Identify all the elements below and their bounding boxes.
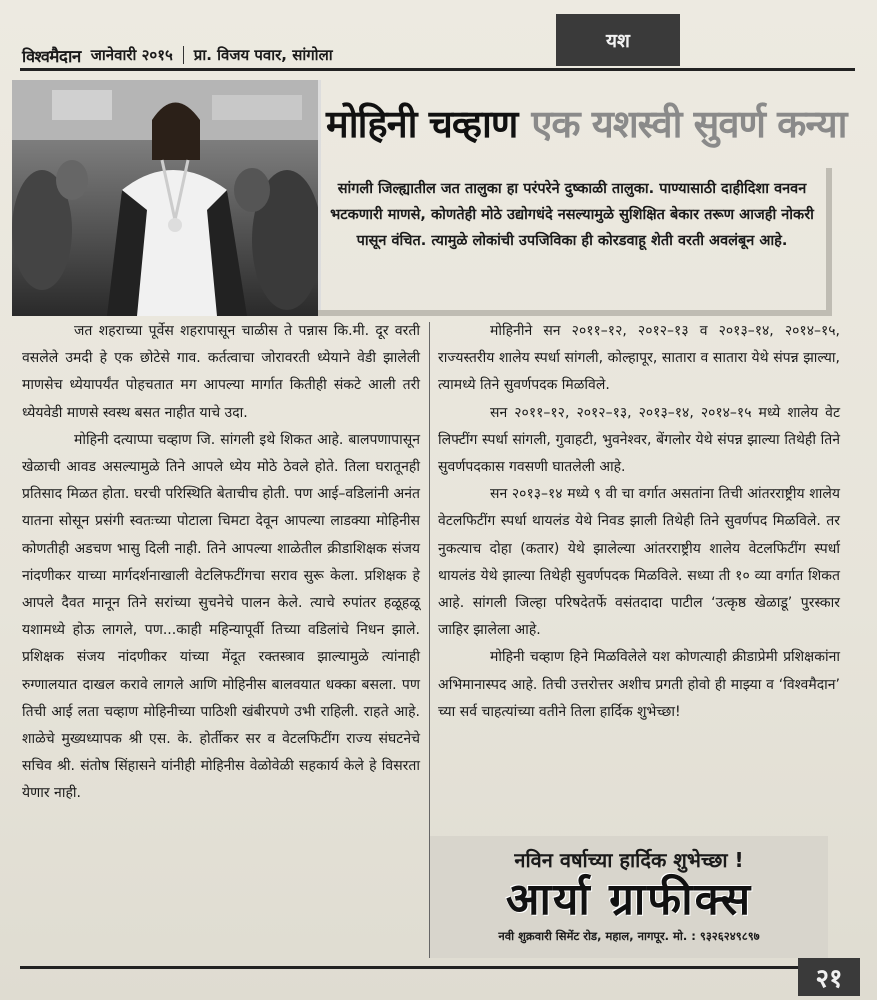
masthead-divider	[183, 46, 184, 64]
masthead	[22, 44, 560, 66]
intro-box	[318, 168, 832, 316]
section-label: यश	[606, 30, 630, 52]
title-tagline: एक यशस्वी सुवर्ण कन्या	[531, 102, 847, 146]
section-tab	[556, 14, 680, 66]
paragraph: मोहिनी चव्हाण हिने मिळविलेले यश कोणत्याही क्रीडाप्रेमी प्रशिक्षकांना अभिमानास्पद आहे. तिची उत्तरोत्तर अशीच प्रगती होवो ही माझ्या व ‘विश्वमैदान’ च्या सर्व चाहत्यांच्या वतीने तिला हार्दिक शुभेच्छा!	[438, 649, 840, 720]
ad-greeting: नविन वर्षाच्या हार्दिक शुभेच्छा !	[514, 848, 744, 872]
left-column	[22, 318, 420, 808]
paragraph: जत शहराच्या पूर्वेस शहरापासून चाळीस ते पन्नास कि.मी. दूर वरती वसलेले उमदी हे एक छोटेसे गाव. कर्तत्वाचा जोरावरती ध्येयाने वेडी झालेली माणसेच ध्येयापर्यंत पोहचतात मग आपल्या मार्गात कितीही संकटे आली तरी ध्येयवेडी माणसे स्वस्थ बसत नाहीत याचे उदा.	[22, 323, 420, 421]
ad-brand-logo: आर्या ग्राफीक्स	[505, 874, 753, 925]
right-column	[438, 318, 840, 726]
paragraph: मोहिनी दत्याप्पा चव्हाण जि. सांगली इथे शिकत आहे. बालपणापासून खेळाची आवड असल्यामुळे तिने आपले ध्येय मोठे ठेवले होते. तिला घरातूनही प्रतिसाद मिळत होता. घरची परिस्थिति बेताचीच होती. पण आई–वडिलांनी अनंत यातना सोसून प्रसंगी स्वतःच्या पोटाला चिमटा देवून आपल्या लाडक्या मोहिनीस कोणतीही अडचण भासु दिली नाही. तिने आपल्या शाळेतील क्रीडाशिक्षक संजय नांदणीकर याच्या मार्गदर्शनाखाली वेटलिफटींगचा सराव सुरू केला. प्रशिक्षक हे आपले दैवत मानून तिने सरांच्या सुचनेचे पालन केले. त्याचे रुपांतर हळूहळू यशामध्ये होऊ लागले, पण...काही महिन्यापूर्वी तिच्या वडिलांचे निधन झाले. प्रशिक्षक संजय नांदणीकर यांच्या मेंदूत रक्तस्त्राव झाल्यामुळे त्यांनाही रुग्णालयात दाखल करावे लागले आणि मोहिनीस बालवयात धक्का बसला. पण तिची आई लता चव्हाण मोहिनीच्या पाठिशी खंबीरपणे उभी राहिली. राहते आहे. शाळेचे मुख्यध्यापक श्री एस. के. होर्तीकर सर व वेटलफिटींग राज्य संघटनेचे सचिव श्री. संतोष सिंहासने यांनीही मोहिनीस वेळोवेळी सहकार्य केले हे विसरता येणार नाही.	[22, 431, 420, 802]
advertisement	[430, 836, 828, 958]
footer-rule	[20, 966, 798, 969]
issue-date: जानेवारी २०१५	[90, 46, 173, 64]
page-number	[798, 958, 860, 996]
paragraph: सन २०१३–१४ मध्ये ९ वी चा वर्गात असतांना तिची आंतरराष्ट्रीय शालेय वेटलफिटींग स्पर्धा थायलंड येथे निवड झाली तिथेही तिने सुवर्णपद मिळविले. तर नुकत्याच दोहा (कतार) येथे झालेल्या आंतरराष्ट्रीय शालेय वेटलफिटींग स्पर्धा थायलंड येथे झाल्या तिथेही सुवर्णपदक मिळविले. सध्या ती १० व्या वर्गात शिकत आहे. सांगली जिल्हा परिषदेतर्फे वसंतदादा पाटील ‘उत्कृष्ठ खेळाडू’ पुरस्कार जाहिर झालेला आहे.	[438, 486, 840, 639]
brand-name: मैदान	[49, 46, 81, 67]
athlete-photo	[12, 80, 321, 316]
article-title	[326, 78, 851, 168]
page-number-text: २१	[815, 964, 843, 994]
magazine-logo	[22, 44, 81, 67]
title-name: मोहिनी चव्हाण	[326, 102, 518, 146]
ad-address: नवी शुक्रवारी सिमेंट रोड, महाल, नागपूर. मो. : ९३२६२४९८९७	[498, 929, 760, 943]
brand-prefix: विश्व	[22, 46, 50, 66]
paragraph: सन २०११–१२, २०१२–१३, २०१३–१४, २०१४–१५ मध्ये शालेय वेट लिफ्टींग स्पर्धा सांगली, गुवाहटी, भुवनेश्वर, बेंगलोर येथे संपन्न झाल्या तिथेही तिने सुवर्णपदकास गवसणी घातलेली आहे.	[438, 404, 840, 476]
header-rule	[20, 68, 855, 71]
author-name: प्रा. विजय पवार, सांगोला	[193, 46, 333, 64]
photo-illustration	[12, 80, 318, 316]
intro-text: सांगली जिल्ह्यातील जत तालुका हा परंपरेने दुष्काळी तालुका. पाण्यासाठी दाहीदिशा वनवन भटकणारी माणसे, कोणतेही मोठे उद्योगधंदे नसल्यामुळे सुशिक्षित बेकार तरूण आजही नोकरी पासून वंचित. त्यामुळे लोकांची उपजिविका ही कोरडवाहू शेती वरती अवलंबून आहे.	[330, 181, 814, 249]
paragraph: मोहिनीने सन २०११–१२, २०१२–१३ व २०१३–१४, २०१४–१५, राज्यस्तरीय शालेय स्पर्धा सांगली, कोल्हापूर, सातारा व सातारा येथे संपन्न झाल्या, त्यामध्ये तिने सुवर्णपदक मिळविले.	[438, 323, 840, 394]
